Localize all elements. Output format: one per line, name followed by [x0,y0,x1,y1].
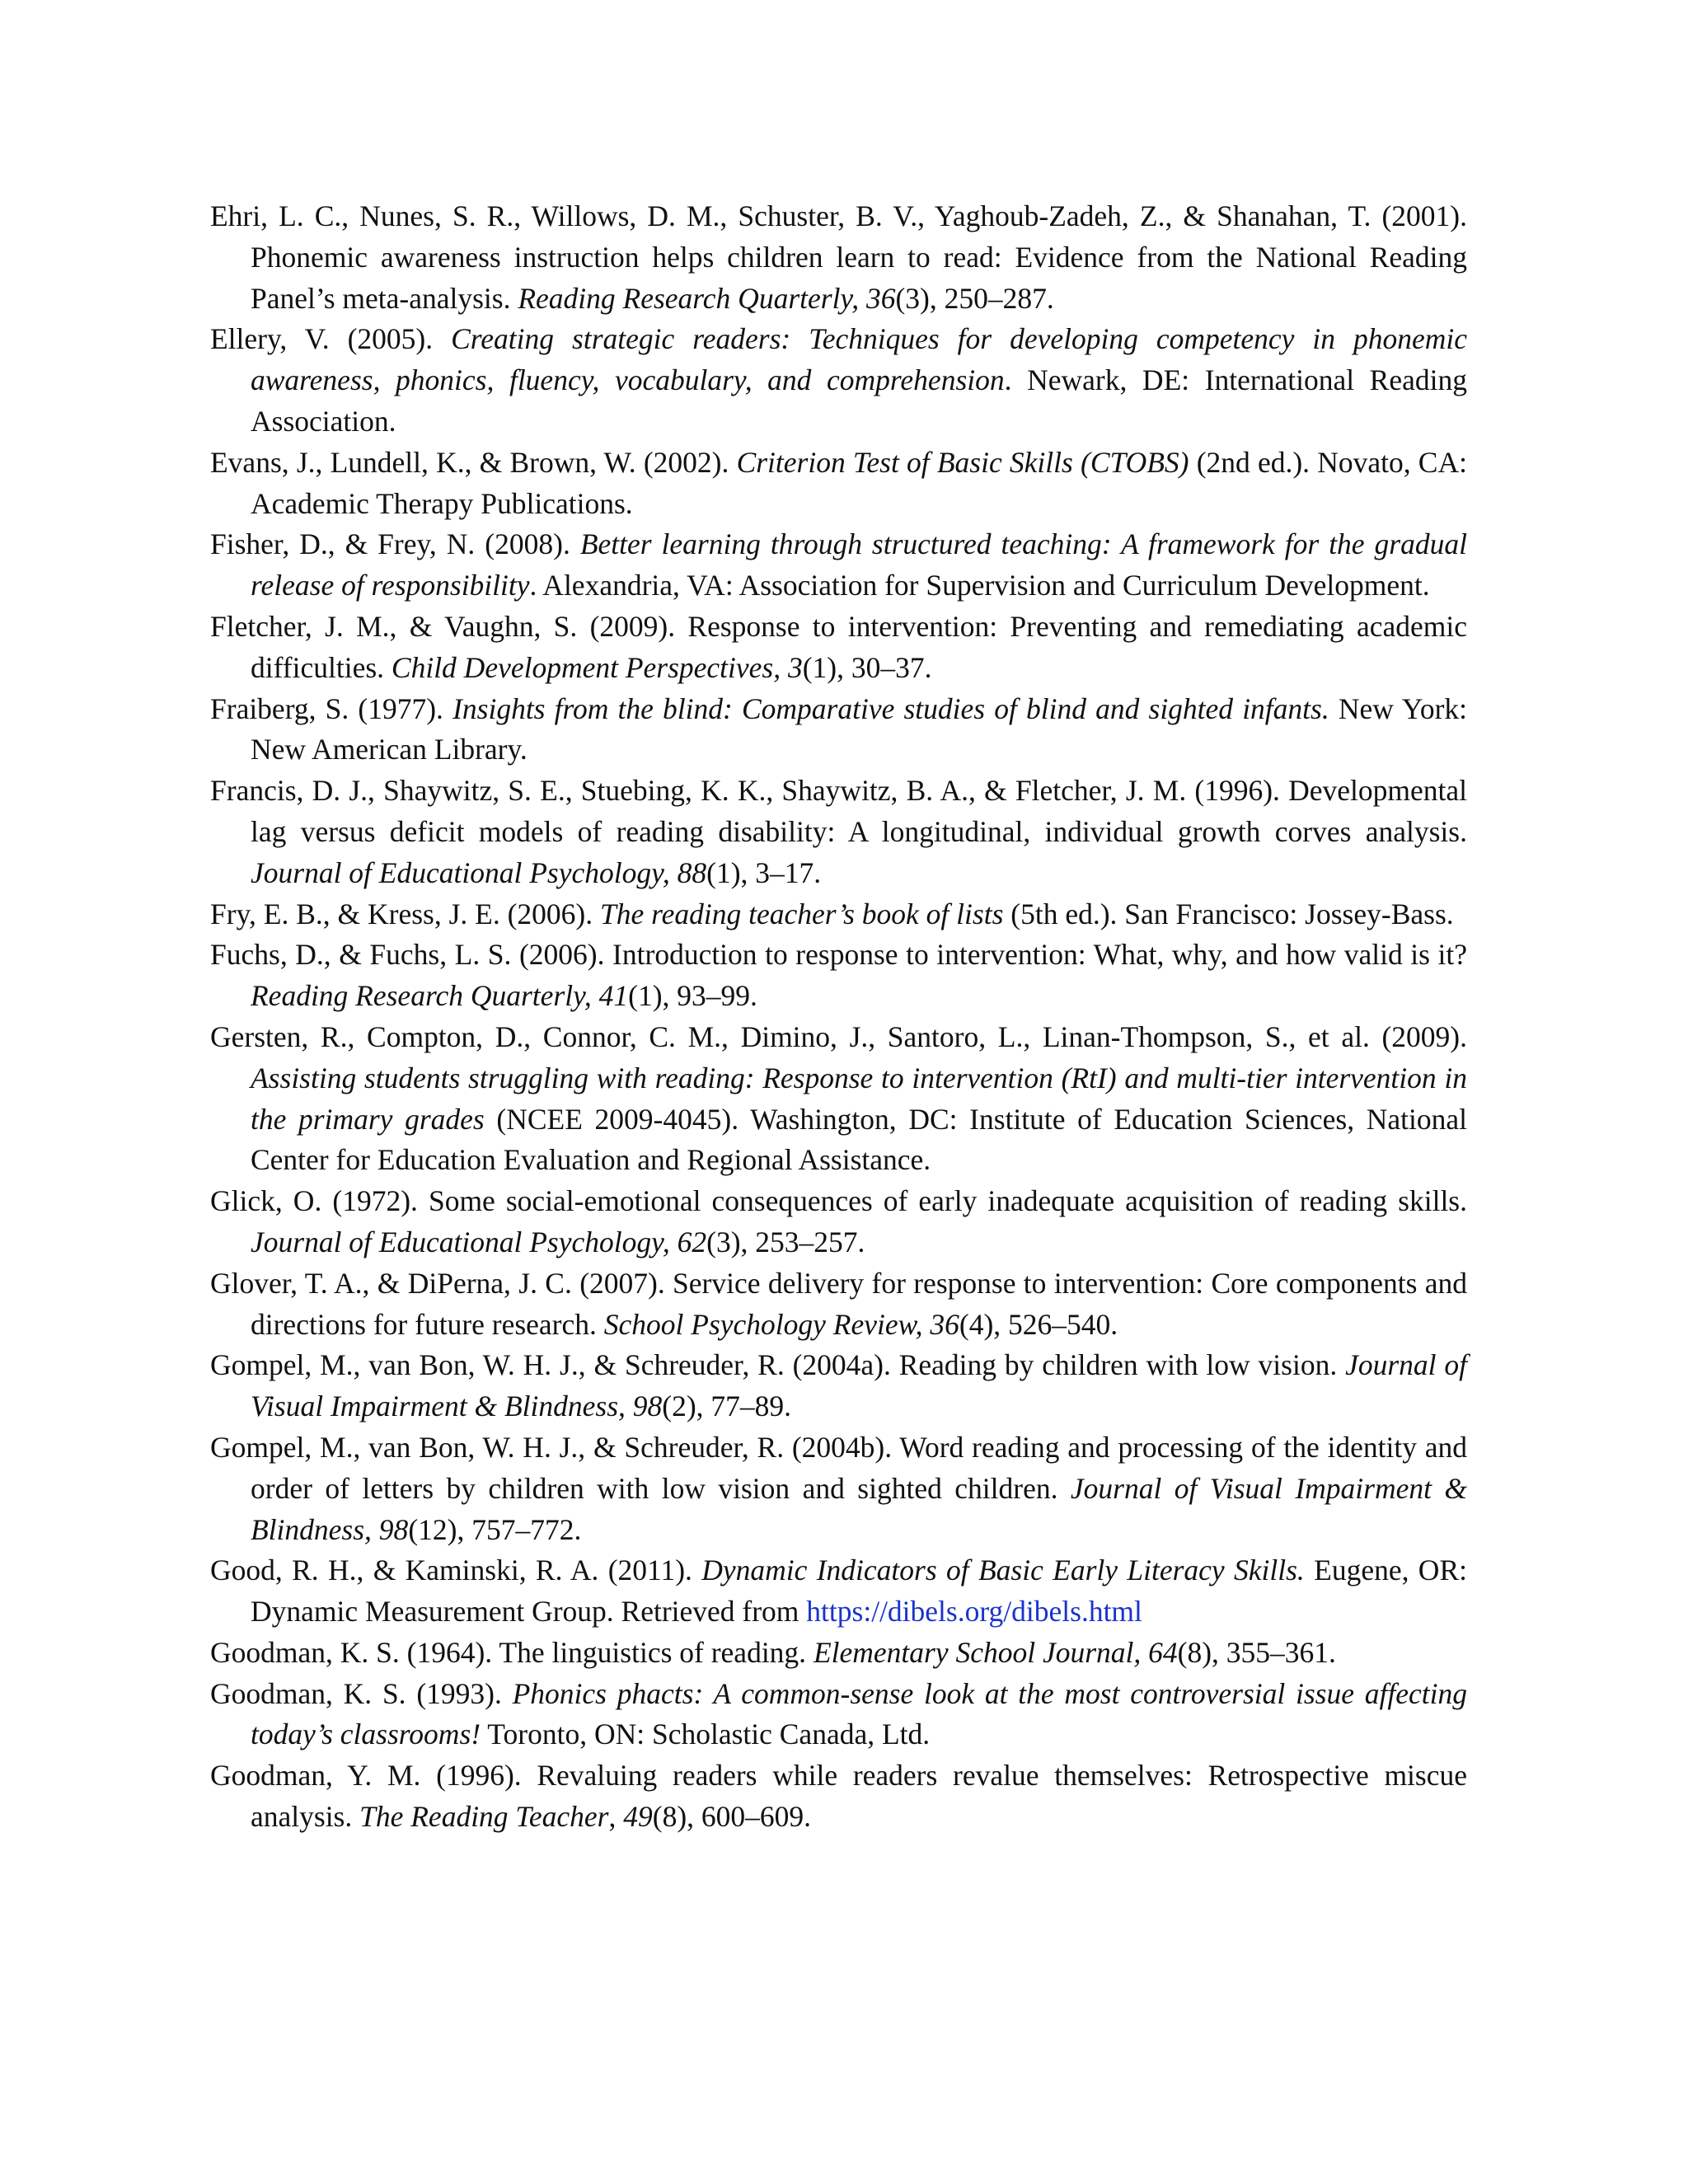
reference-entry [210,1550,1467,1633]
reference-title-italic: The Reading Teacher [359,1800,609,1834]
reference-text: (1), 3–17. [706,855,822,889]
reference-text: . Newark, DE: International Reading Association. [251,363,1467,438]
reference-entry [210,319,1467,442]
reference-text: (2nd ed.). Novato, CA: Academic Therapy Publications. [251,445,1467,520]
reference-entry [210,1755,1467,1838]
reference-text: Francis, D. J., Shaywitz, S. E., Stuebing, K. K., Shaywitz, B. A., & Fletcher, J. M. (1996). Developmental lag versus deficit models of reading disability: A longitudinal, individual growth corves analysis. [210,774,1467,848]
reference-text: (NCEE 2009-4045). Washington, DC: Institute of Education Sciences, National Center for Education Evaluation and Regional Assistance. [251,1102,1467,1177]
reference-text: (1), 30–37. [802,650,932,684]
reference-title-italic: Better learning through structured teaching: A framework for the gradual release of responsibility [251,527,1467,602]
reference-entry [210,1633,1467,1674]
reference-title-italic: Elementary School Journal, 64 [813,1635,1178,1669]
reference-text: . Alexandria, VA: Association for Supervision and Curriculum Development. [529,569,1430,602]
reference-text: Fletcher, J. M., & Vaughn, S. (2009). Response to intervention: Preventing and remediating academic difficulties. [210,609,1467,684]
reference-entry [210,443,1467,525]
reference-title-italic: Phonics phacts: A common-sense look at the most controversial issue affecting today’s classrooms! [251,1676,1467,1751]
reference-title-italic: Journal of Educational Psychology, 88 [251,855,707,889]
reference-title-italic: Dynamic Indicators of Basic Early Literacy Skills. [701,1554,1305,1587]
reference-text: Toronto, ON: Scholastic Canada, Ltd. [481,1718,931,1751]
reference-text: (8), 355–361. [1177,1635,1336,1669]
reference-text: (5th ed.). San Francisco: Jossey-Bass. [1003,897,1454,930]
reference-title-italic: Insights from the blind: Comparative studies of blind and sighted infants. [452,691,1329,725]
reference-title-italic: Journal of Visual Impairment & Blindness, 98 [251,1471,1467,1546]
reference-text: Goodman, Y. M. (1996). Revaluing readers while readers revalue themselves: Retrospective miscue analysis. [210,1759,1467,1834]
reference-text: Ellery, V. (2005). [210,322,452,356]
reference-title-italic: Child Development Perspectives, 3 [391,650,803,684]
reference-title-italic: Reading Research Quarterly, 41 [251,979,629,1013]
reference-text: Fraiberg, S. (1977). [210,691,453,725]
reference-text: Gompel, M., van Bon, W. H. J., & Schreuder, R. (2004a). Reading by children with low vision. [210,1348,1346,1382]
reference-text: New York: New American Library. [251,691,1467,766]
reference-entry [210,196,1467,319]
reference-entry [210,1674,1467,1756]
reference-entry [210,1181,1467,1263]
reference-text: (2), 77–89. [662,1390,792,1423]
reference-title-italic: Criterion Test of Basic Skills (CTOBS) [736,445,1189,479]
reference-list [210,196,1467,1838]
reference-entry [210,524,1467,607]
reference-title-italic: Journal of Visual Impairment & Blindness, 98 [251,1348,1467,1423]
reference-title-italic: Reading Research Quarterly, 36 [518,281,896,315]
reference-title-italic: Journal of Educational Psychology, 62 [251,1225,707,1258]
reference-text: Fuchs, D., & Fuchs, L. S. (2006). Introduction to response to intervention: What, why, and how valid is it? [210,938,1467,972]
reference-text: (3), 250–287. [895,281,1054,315]
reference-text: Glick, O. (1972). Some social-emotional consequences of early inadequate acquisition of reading skills. [210,1184,1467,1218]
reference-text: (1), 93–99. [628,979,757,1013]
reference-entry [210,607,1467,689]
reference-entry [210,1345,1467,1427]
reference-title-italic: Assisting students struggling with reading: Response to intervention (RtI) and multi-tier intervention in the primary grades [251,1061,1467,1136]
reference-text: (4), 526–540. [959,1307,1118,1341]
reference-title-italic: 49 [623,1800,653,1834]
reference-title-italic: School Psychology Review, 36 [603,1307,959,1341]
reference-text: (12), 757–772. [408,1512,582,1546]
reference-link[interactable]: https://dibels.org/dibels.html [806,1595,1142,1629]
reference-text: Gompel, M., van Bon, W. H. J., & Schreuder, R. (2004b). Word reading and processing of the identity and order of letters by children with low vision and sighted children. [210,1430,1467,1505]
reference-title-italic: The reading teacher’s book of lists [599,897,1004,930]
reference-entry [210,935,1467,1017]
reference-text: , [608,1800,624,1834]
reference-text: Goodman, K. S. (1964). The linguistics of reading. [210,1635,814,1669]
reference-text: Good, R. H., & Kaminski, R. A. (2011). [210,1554,702,1587]
reference-text: Fry, E. B., & Kress, J. E. (2006). [210,897,600,930]
reference-text: Gersten, R., Compton, D., Connor, C. M., Dimino, J., Santoro, L., Linan-Thompson, S., et al. (2009). [210,1019,1467,1053]
reference-text: Ehri, L. C., Nunes, S. R., Willows, D. M., Schuster, B. V., Yaghoub-Zadeh, Z., & Shanahan, T. (2001). Phonemic awareness instruction helps children learn to read: Evidence from the National Reading Panel’s meta-analysis. [210,199,1467,315]
reference-entry [210,689,1467,771]
reference-text: (8), 600–609. [652,1800,812,1834]
reference-entry [210,894,1467,935]
reference-text: (3), 253–257. [706,1225,865,1258]
reference-text: Evans, J., Lundell, K., & Brown, W. (2002). [210,445,737,479]
reference-entry [210,771,1467,893]
reference-entry [210,1017,1467,1181]
reference-text: Fisher, D., & Frey, N. (2008). [210,527,580,561]
reference-title-italic: Creating strategic readers: Techniques for developing competency in phonemic awareness, phonics, fluency, vocabulary, and comprehension [251,322,1467,397]
reference-text: Glover, T. A., & DiPerna, J. C. (2007). Service delivery for response to intervention: Core components and directions for future research. [210,1266,1467,1341]
reference-text: Goodman, K. S. (1993). [210,1676,513,1710]
reference-text: Eugene, OR: Dynamic Measurement Group. Retrieved from [251,1554,1467,1629]
reference-entry [210,1427,1467,1550]
reference-entry [210,1263,1467,1346]
